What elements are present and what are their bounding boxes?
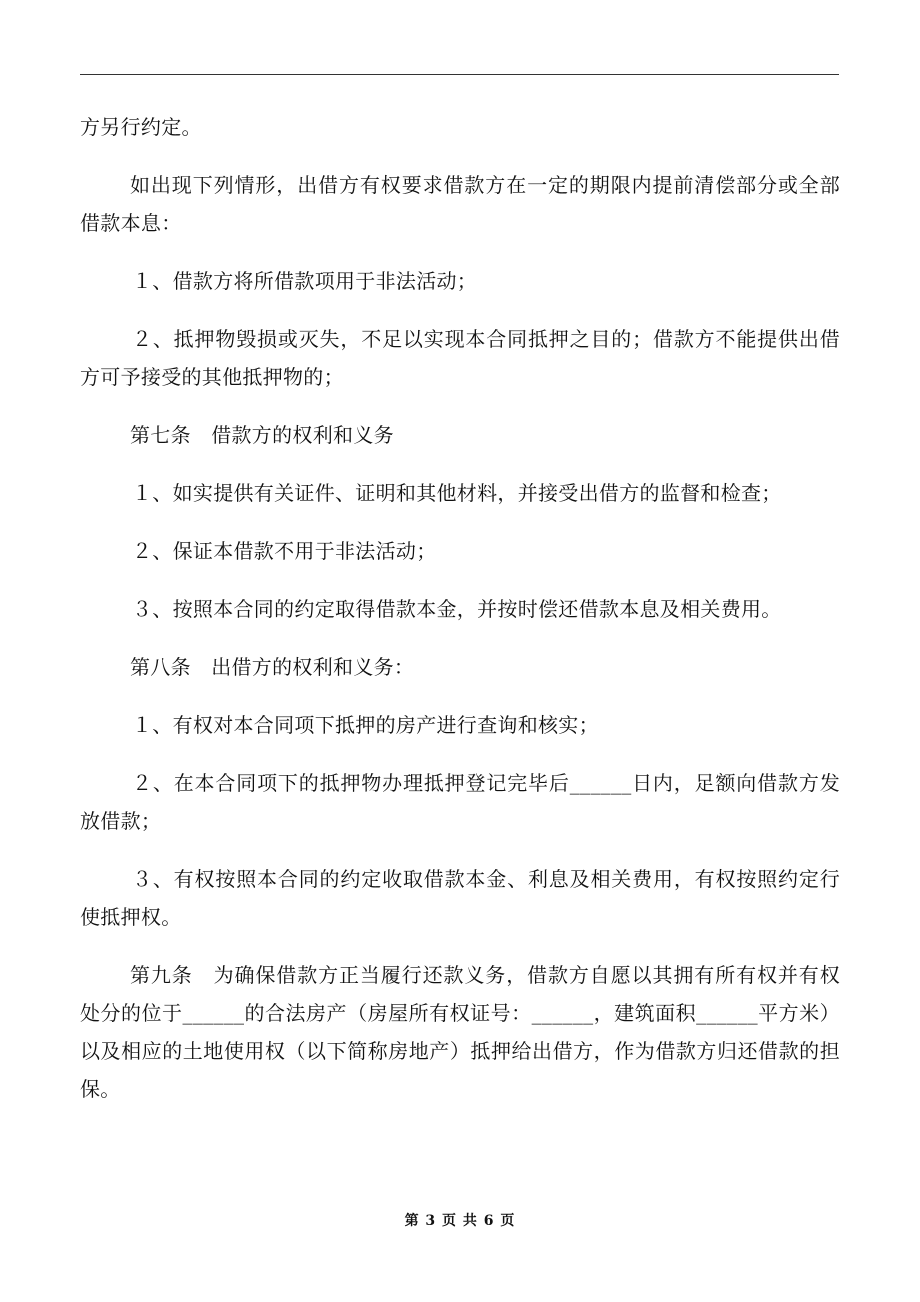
article-heading-8: 第八条 出借方的权利和义务：	[130, 655, 415, 679]
list-item: ３、按照本合同的约定取得借款本金，并按时偿还借款本息及相关费用。	[132, 597, 782, 621]
article-heading-7: 第七条 借款方的权利和义务	[130, 423, 394, 447]
article-9-paragraph: 第九条 为确保借款方正当履行还款义务，借款方自愿以其拥有所有权并有权处分的位于______的合法房产（房屋所有权证号：______，建筑面积______平方米）以及相应的土地使用权（以下简称房地产）抵押给出借方，作为借款方归还借款的担保。	[80, 963, 840, 1101]
list-item: １、借款方将所借款项用于非法活动；	[132, 269, 478, 293]
list-item: ３、有权按照本合同的约定收取借款本金、利息及相关费用，有权按照约定行使抵押权。	[80, 867, 840, 929]
list-item: １、有权对本合同项下抵押的房产进行查询和核实；	[132, 713, 599, 737]
list-item: ２、在本合同项下的抵押物办理抵押登记完毕后______日内，足额向借款方发放借款；	[80, 771, 840, 833]
list-item: １、如实提供有关证件、证明和其他材料，并接受出借方的监督和检查；	[132, 481, 782, 505]
list-item: ２、保证本借款不用于非法活动；	[132, 539, 437, 563]
paragraph-early-repayment-conditions: 如出现下列情形，出借方有权要求借款方在一定的期限内提前清偿部分或全部借款本息：	[80, 173, 840, 235]
header-rule	[80, 74, 839, 75]
page-number: 第 3 页 共 6 页	[404, 1213, 516, 1229]
document-body	[80, 108, 840, 1128]
paragraph-continuation: 方另行约定。	[80, 115, 202, 139]
list-item: ２、抵押物毁损或灭失，不足以实现本合同抵押之目的；借款方不能提供出借方可予接受的其他抵押物的；	[80, 327, 840, 389]
